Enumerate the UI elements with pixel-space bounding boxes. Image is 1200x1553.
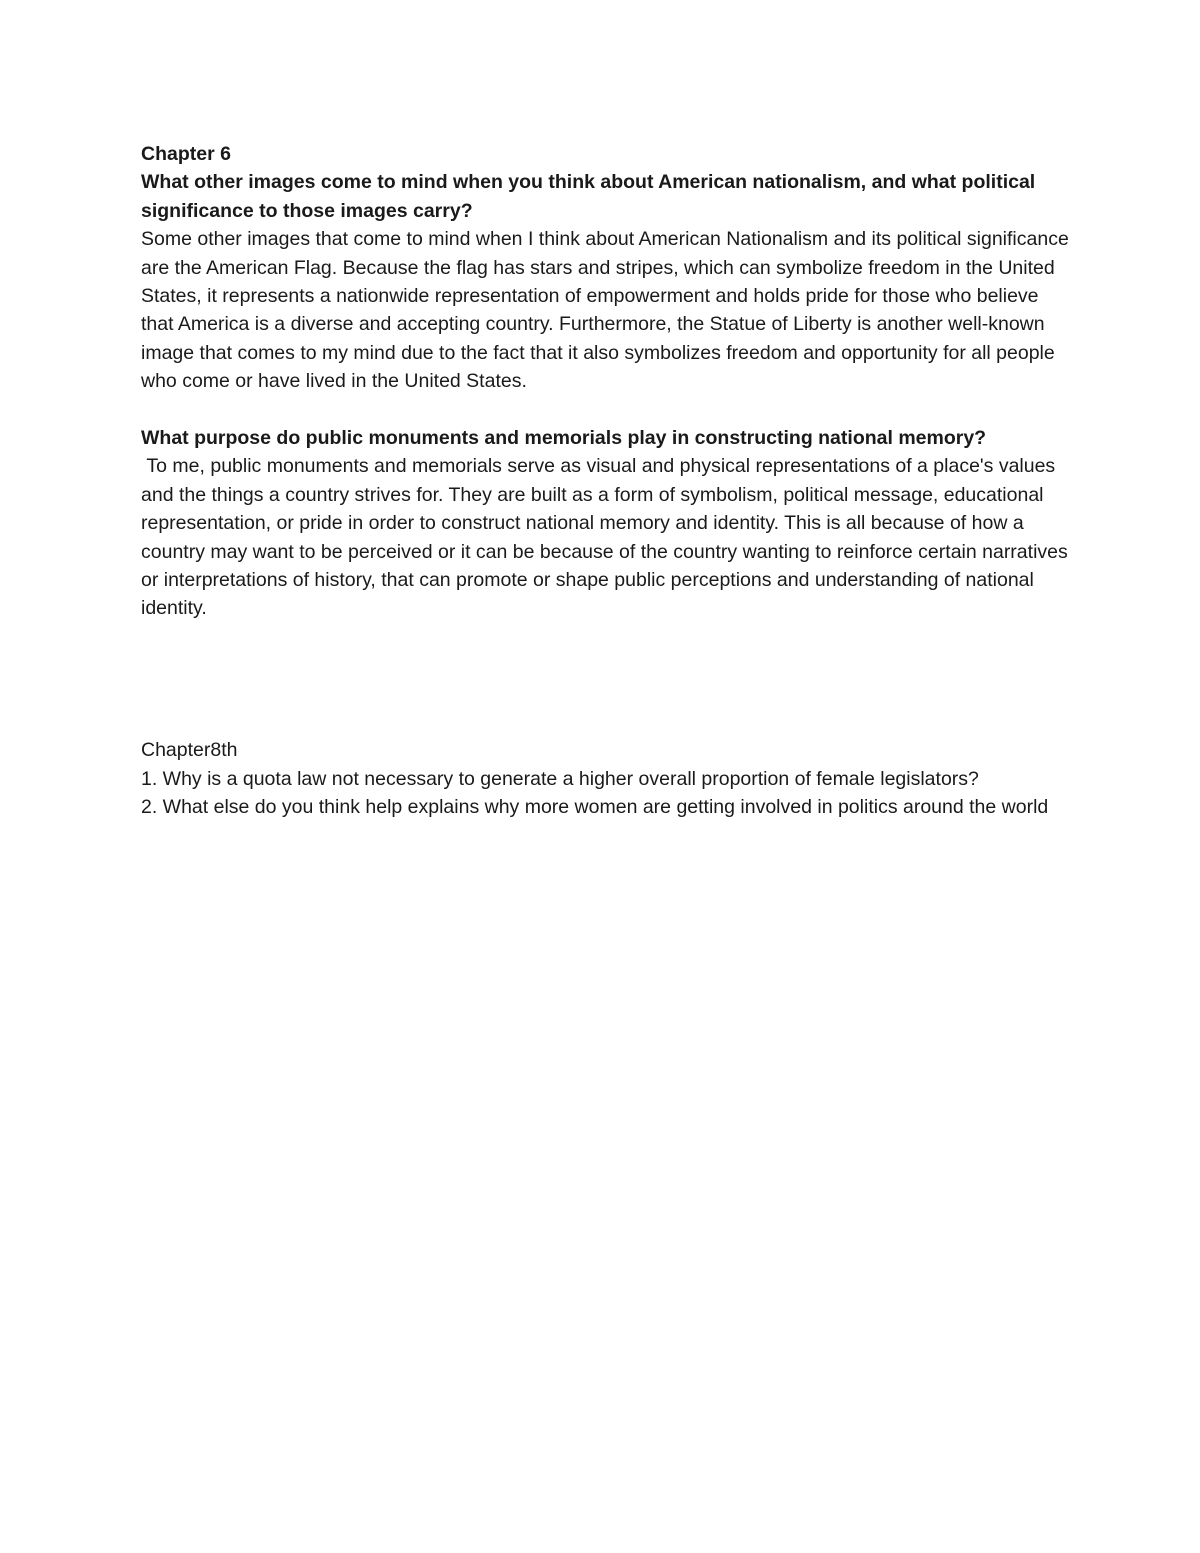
chapter8-question-2: 2. What else do you think help explains why more women are getting involved in politics around the world [141, 796, 1049, 819]
paragraph-spacer [141, 396, 1071, 424]
document-body [141, 140, 1074, 822]
chapter8-heading: Chapter8th [141, 739, 238, 762]
section-spacer [141, 623, 1071, 737]
chapter6-heading: Chapter 6 [141, 143, 231, 165]
chapter6-answer-2: To me, public monuments and memorials serve as visual and physical representations of a place's values and the things a country strives for. They are built as a form of symbolism, political message, educational representation, or pride in order to construct national memory and identity. This is all because of how a country may want to be perceived or it can be because of the country wanting to reinforce certain narratives or interpretations of history, that can promote or shape public perceptions and understanding of national identity. [141, 455, 1074, 620]
chapter6-question-2: What purpose do public monuments and memorials play in constructing national memory? [141, 427, 987, 450]
chapter8-question-1: 1. Why is a quota law not necessary to generate a higher overall proportion of female legislators? [141, 767, 979, 790]
chapter6-question-1: What other images come to mind when you think about American nationalism, and what political significance to those images carry? [141, 171, 1036, 222]
chapter6-answer-1: Some other images that come to mind when I think about American Nationalism and its political significance are the American Flag. Because the flag has stars and stripes, which can symbolize freedom in the United States, it represents a nationwide representation of empowerment and holds pride for those who believe that America is a diverse and accepting country. Furthermore, the Statue of Liberty is another well-known image that comes to my mind due to the fact that it also symbolizes freedom and opportunity for all people who come or have lived in the United States. [141, 228, 1069, 393]
